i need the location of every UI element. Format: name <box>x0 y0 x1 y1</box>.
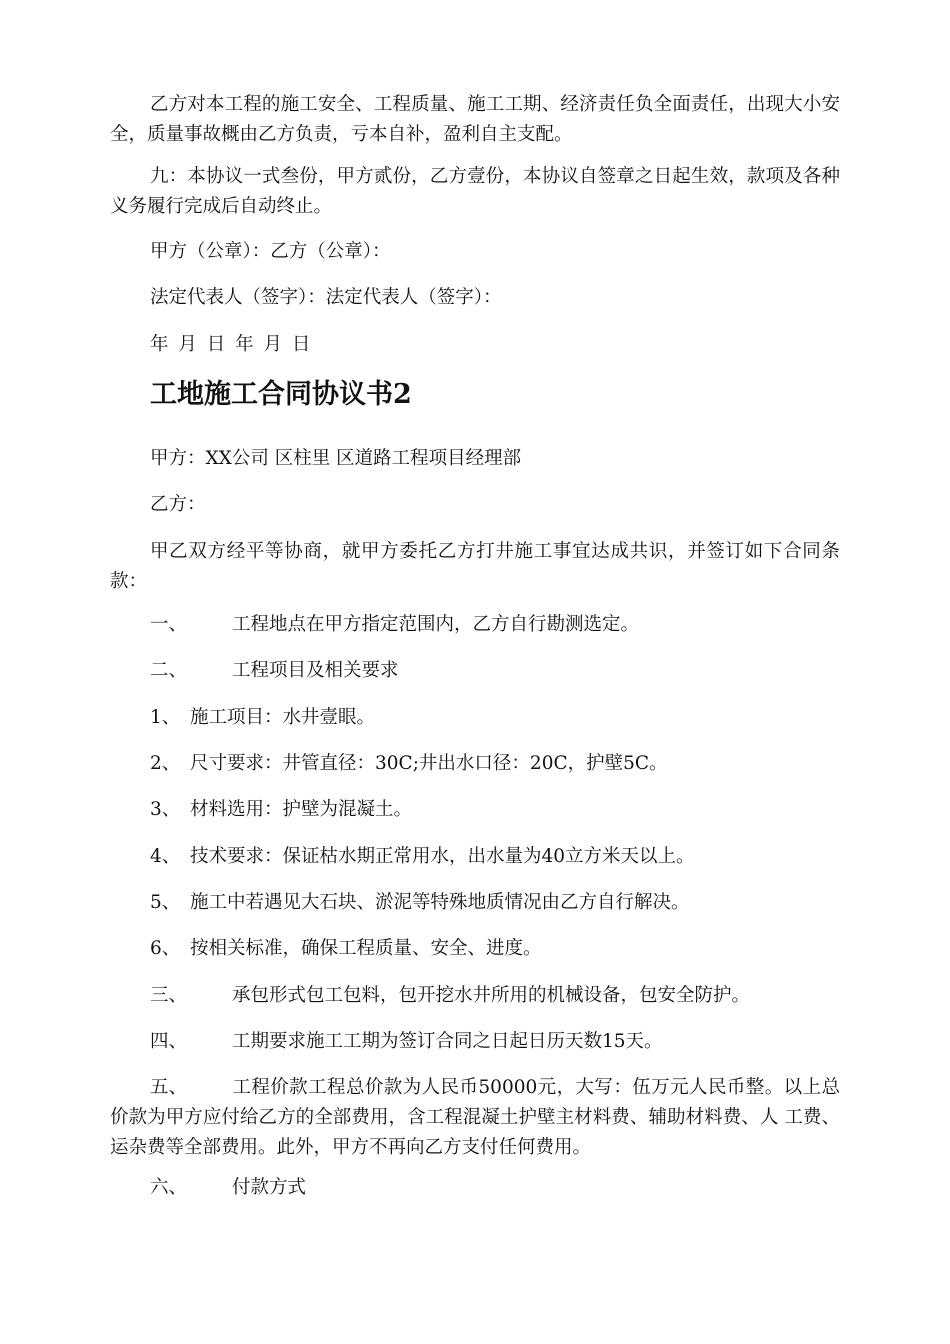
item-text: 施工项目：水井壹眼。 <box>190 707 376 728</box>
section-five <box>110 1073 840 1163</box>
section-number: 五、 <box>150 1077 188 1098</box>
item-text: 技术要求：保证枯水期正常用水，出水量为40立方米天以上。 <box>190 846 695 867</box>
paragraph-clause-nine: 九：本协议一式叁份，甲方贰份，乙方壹份，本协议自签章之日起生效，款项及各种义务履行完成后自动终止。 <box>110 166 840 217</box>
section-one <box>150 610 880 640</box>
item-number: 3、 <box>150 799 181 820</box>
section-four <box>150 1027 880 1057</box>
list-item <box>150 795 880 825</box>
item-number: 5、 <box>150 892 181 913</box>
paragraph-dates: 年 月 日 年 月 日 <box>150 334 311 355</box>
section-text: 付款方式 <box>232 1177 307 1198</box>
section-number: 四、 <box>150 1031 188 1052</box>
section-number: 二、 <box>150 660 188 681</box>
item-text: 尺寸要求：井管直径：30C;井出水口径：20C，护壁5C。 <box>190 753 668 774</box>
party-a: 甲方：XX公司 区柱里 区道路工程项目经理部 <box>150 448 522 469</box>
item-number: 4、 <box>150 846 181 867</box>
section-number: 六、 <box>150 1177 188 1198</box>
section-six <box>150 1173 880 1203</box>
list-item <box>150 703 880 733</box>
section-three <box>150 981 880 1011</box>
section-number: 三、 <box>150 985 188 1006</box>
item-text: 按相关标准，确保工程质量、安全、进度。 <box>190 938 542 959</box>
paragraph-seals: 甲方（公章）：乙方（公章）： <box>150 241 391 262</box>
section-text: 工期要求施工工期为签订合同之日起日历天数15天。 <box>232 1031 663 1052</box>
list-item <box>150 934 880 964</box>
list-item <box>150 888 880 918</box>
item-number: 1、 <box>150 707 181 728</box>
intro-paragraph: 甲乙双方经平等协商，就甲方委托乙方打井施工事宜达成共识，并签订如下合同条款： <box>110 541 840 592</box>
section-two <box>150 656 880 686</box>
list-item <box>150 749 880 779</box>
document-title: 工地施工合同协议书2 <box>150 379 412 410</box>
section-text: 工程价款工程总价款为人民币50000元，大写：伍万元人民币整。以上总 价款为甲方应付给乙方的全部费用，含工程混凝土护壁主材料费、辅助材料费、人 工费、运杂费等全部费用。此外，甲方不再向乙方支付任何费用。 <box>110 1077 840 1158</box>
item-number: 2、 <box>150 753 181 774</box>
paragraph-signatures: 法定代表人（签字）：法定代表人（签字）： <box>150 287 502 308</box>
item-text: 施工中若遇见大石块、淤泥等特殊地质情况由乙方自行解决。 <box>190 892 690 913</box>
list-item <box>150 842 880 872</box>
section-text: 工程地点在甲方指定范围内，乙方自行勘测选定。 <box>232 614 640 635</box>
item-text: 材料选用：护壁为混凝土。 <box>190 799 413 820</box>
section-text: 工程项目及相关要求 <box>232 660 399 681</box>
paragraph-responsibility: 乙方对本工程的施工安全、工程质量、施工工期、经济责任负全面责任，出现大小安全，质量事故概由乙方负责，亏本自补，盈利自主支配。 <box>110 94 840 145</box>
section-text: 承包形式包工包料，包开挖水井所用的机械设备，包安全防护。 <box>232 985 751 1006</box>
section-number: 一、 <box>150 614 188 635</box>
party-b: 乙方： <box>150 494 206 515</box>
item-number: 6、 <box>150 938 181 959</box>
